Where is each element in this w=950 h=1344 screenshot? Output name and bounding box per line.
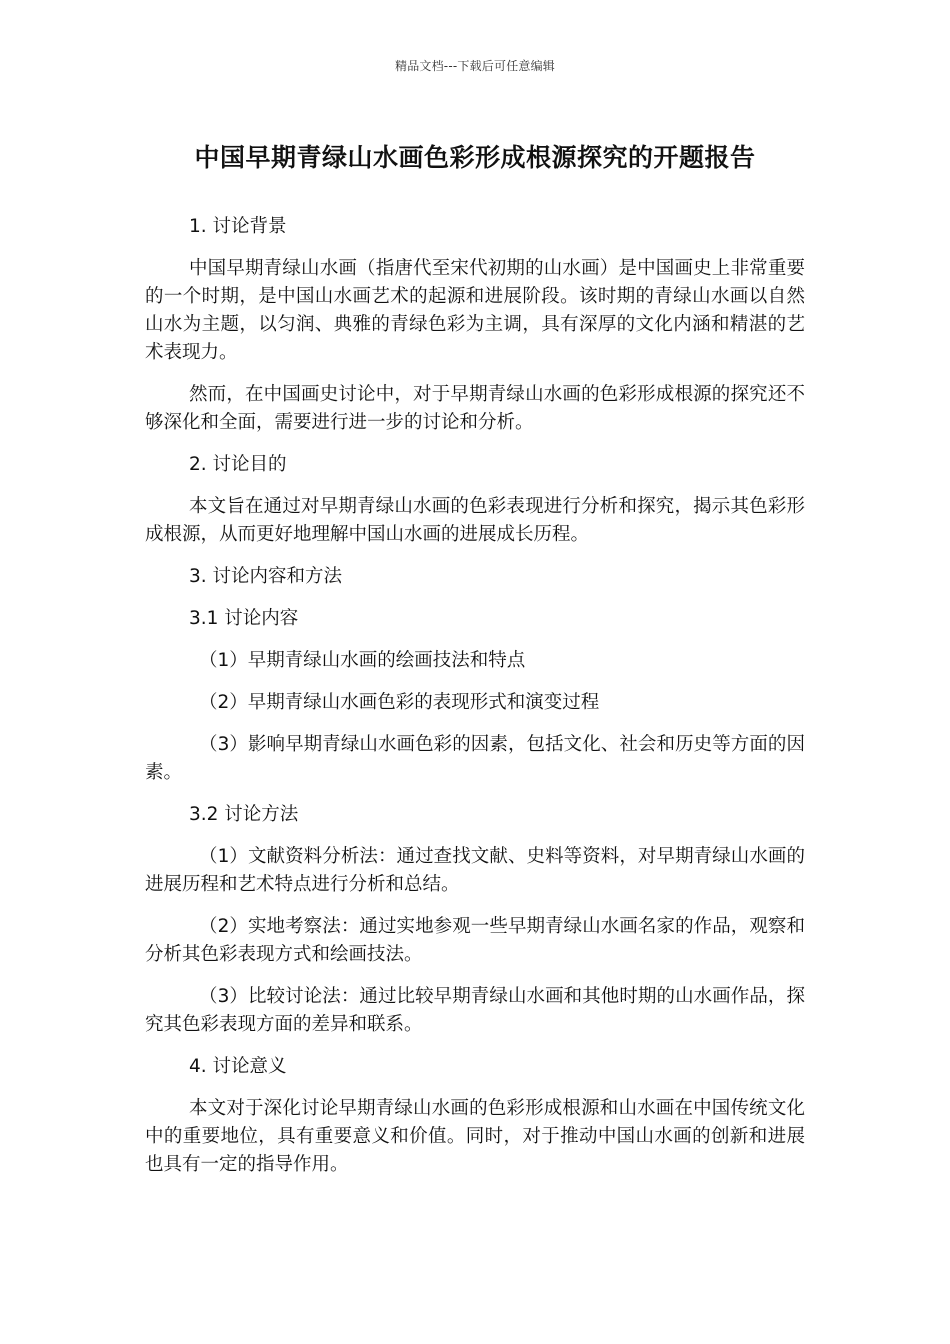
document-body (145, 213, 805, 1179)
section-heading-significance: 4. 讨论意义 (189, 1056, 287, 1077)
section-heading-purpose: 2. 讨论目的 (189, 454, 287, 475)
background-paragraph-1: 中国早期青绿山水画（指唐代至宋代初期的山水画）是中国画史上非常重要的一个时期，是中国山水画艺术的起源和进展阶段。该时期的青绿山水画以自然山水为主题，以匀润、典雅的青绿色彩为主调，具有深厚的文化内涵和精湛的艺术表现力。 (145, 258, 805, 363)
subsection-heading-methods: 3.2 讨论方法 (189, 804, 299, 825)
background-paragraph-2: 然而，在中国画史讨论中，对于早期青绿山水画的色彩形成根源的探究还不够深化和全面，需要进行进一步的讨论和分析。 (145, 384, 805, 433)
header-note: 精品文档---下载后可任意编辑 (395, 59, 555, 73)
method-item-1: （1）文献资料分析法：通过查找文献、史料等资料，对早期青绿山水画的进展历程和艺术特点进行分析和总结。 (145, 846, 805, 895)
content-item-3: （3）影响早期青绿山水画色彩的因素，包括文化、社会和历史等方面的因素。 (145, 734, 805, 783)
section-heading-background: 1. 讨论背景 (189, 216, 287, 237)
method-item-2: （2）实地考察法：通过实地参观一些早期青绿山水画名家的作品，观察和分析其色彩表现方式和绘画技法。 (145, 916, 805, 965)
content-item-2: （2）早期青绿山水画色彩的表现形式和演变过程 (199, 692, 600, 713)
method-item-3: （3）比较讨论法：通过比较早期青绿山水画和其他时期的山水画作品，探究其色彩表现方面的差异和联系。 (145, 986, 805, 1035)
purpose-paragraph: 本文旨在通过对早期青绿山水画的色彩表现进行分析和探究，揭示其色彩形成根源，从而更好地理解中国山水画的进展成长历程。 (145, 496, 805, 545)
section-heading-content-methods: 3. 讨论内容和方法 (189, 566, 343, 587)
page-title: 中国早期青绿山水画色彩形成根源探究的开题报告 (194, 143, 756, 172)
significance-paragraph: 本文对于深化讨论早期青绿山水画的色彩形成根源和山水画在中国传统文化中的重要地位，具有重要意义和价值。同时，对于推动中国山水画的创新和进展也具有一定的指导作用。 (145, 1098, 805, 1175)
subsection-heading-content: 3.1 讨论内容 (189, 608, 299, 629)
content-item-1: （1）早期青绿山水画的绘画技法和特点 (199, 650, 526, 671)
